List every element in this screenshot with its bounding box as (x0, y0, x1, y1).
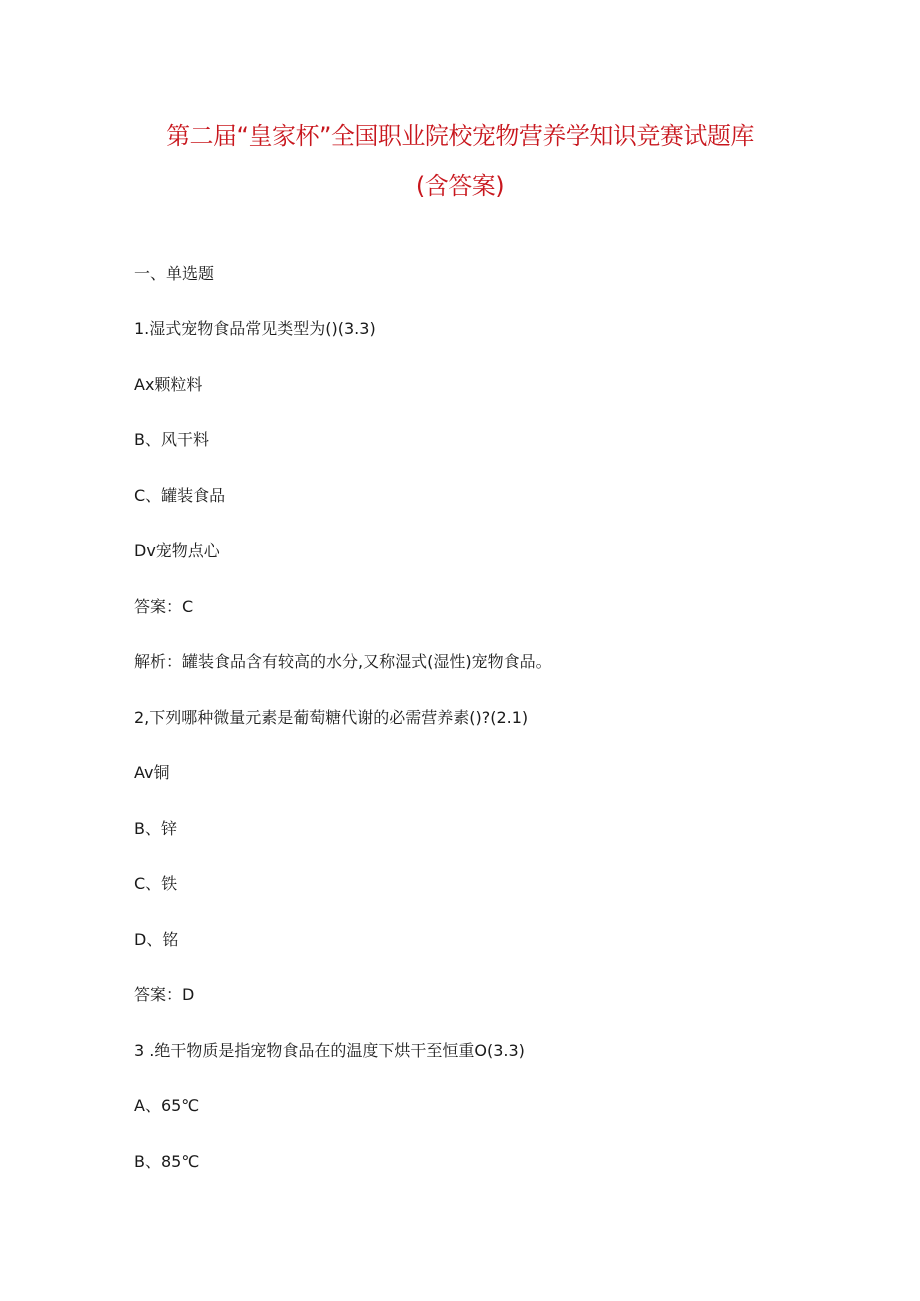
question-1-option-c: C、罐装食品 (134, 486, 226, 505)
question-1-stem: 1.湿式宠物食品常见类型为()(3.3) (134, 319, 376, 338)
question-2-stem: 2,下列哪种微量元素是葡萄糖代谢的必需营养素()?(2.1) (134, 708, 529, 727)
question-1-answer: 答案：C (134, 597, 194, 616)
question-2-option-c: C、铁 (134, 874, 178, 893)
question-1-option-b: B、风干料 (134, 430, 209, 449)
question-3-stem: 3 .绝干物质是指宠物食品在的温度下烘干至恒重O(3.3) (134, 1041, 525, 1060)
question-2-option-d: D、铭 (134, 930, 179, 949)
question-2-option-a: Av铜 (134, 763, 170, 782)
document-title-line-1: 第二届“皇家杯”全国职业院校宠物营养学知识竞赛试题库 (166, 122, 754, 150)
question-3-option-a: A、65℃ (134, 1096, 200, 1115)
question-1-option-d: Dv宠物点心 (134, 541, 220, 560)
section-heading: 一、单选题 (134, 264, 215, 283)
question-2-answer: 答案：D (134, 985, 195, 1004)
question-1-option-a: Ax颗粒料 (134, 375, 203, 394)
document-title-line-2: (含答案) (415, 172, 505, 200)
question-2-option-b: B、锌 (134, 819, 177, 838)
question-3-option-b: B、85℃ (134, 1152, 200, 1171)
question-1-analysis: 解析：罐装食品含有较高的水分,又称湿式(湿性)宠物食品。 (134, 652, 552, 671)
